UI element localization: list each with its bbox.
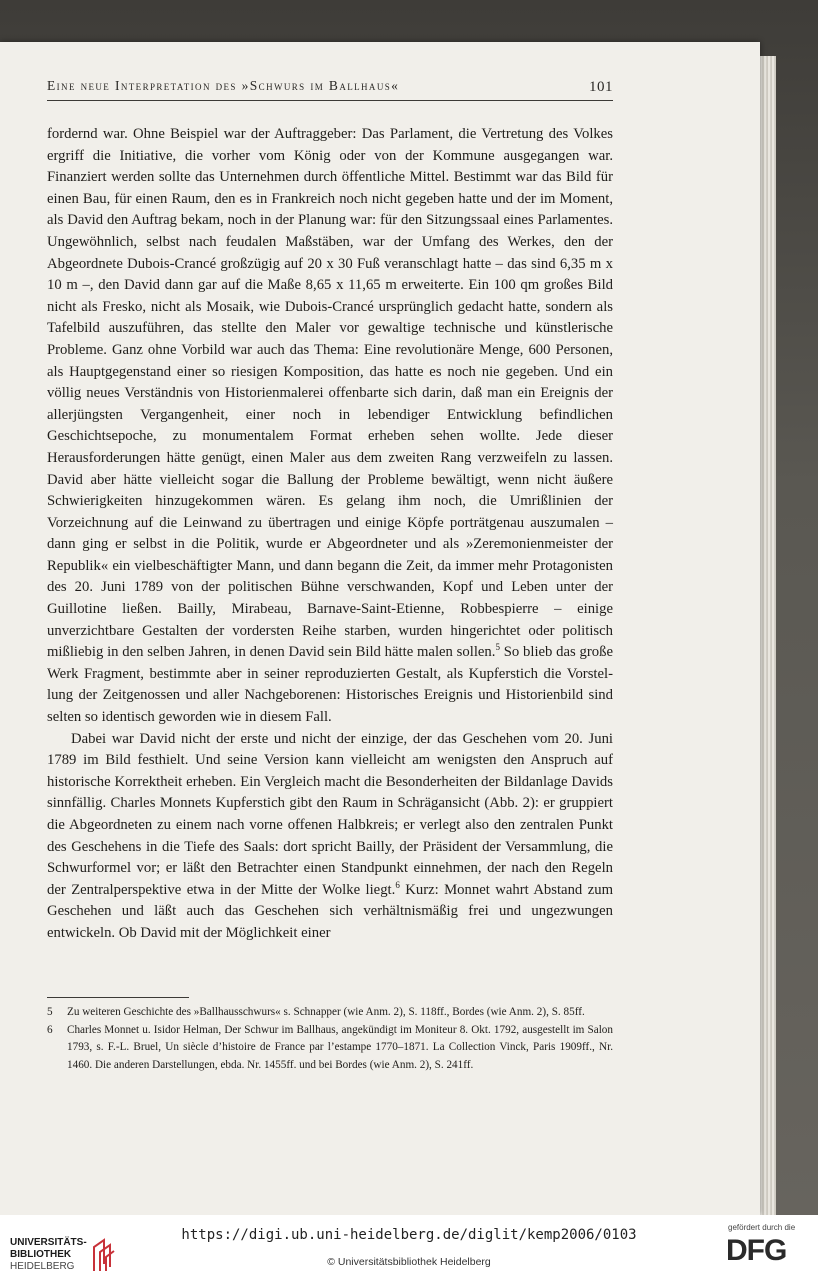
dfg-logo: DFG [726,1234,787,1267]
paragraph-text: So blieb das große Werk Fragment, bestimmte aber in seiner reproduzierten Gestalt, als Kupferstich die Vorstellung der Zeitgenossen und aller Nachgeborenen: Historisches Ereignis und Historienbild sind selten so identisch geworden wie in diesem Fall. [47,644,613,726]
page-header [47,74,613,98]
page-number: 101 [589,79,613,95]
funding-caption: gefördert durch die [728,1223,796,1232]
paragraph-1 [47,124,613,729]
footnote-number: 6 [47,1023,53,1036]
permalink-url[interactable]: https://digi.ub.uni-heidelberg.de/diglit/kemp2006/0103 [181,1227,637,1243]
footnote-number: 5 [47,1006,53,1018]
footnote [47,1004,613,1022]
footnote-ref[interactable]: 6 [395,879,400,890]
funder-block[interactable] [726,1223,812,1271]
library-name-line1: UNIVERSITÄTS- [10,1237,87,1248]
footnote-text: Charles Monnet u. Isidor Helman, Der Schwur im Ballhaus, angekündigt im Moniteur 8. Okt. 1792, ausgestellt im Salon 1793, s. F.-L. Bruel, Un siècle d’histoire de France par l’estampe 1770–1871. La Collection Vinck, Paris 1909ff., Nr. 1460. Die anderen Darstellungen, ebda. Nr. 1455ff. und bei Bordes (wie Anm. 2), S. 241ff. [67,1023,613,1071]
copyright-notice: © Universitätsbibliothek Heidelberg [327,1256,491,1268]
paragraph-text: fordernd war. Ohne Beispiel war der Auftraggeber: Das Parlament, die Vertretung des Volkes ergriff die Initiative, die vorher vom König oder von der Kommune ausgegangen war. Finanziert werden sollte das Unternehmen durch öffentliche Mittel. Bestimmt war das Bild für einen Bau, für einen Raum, den es in Frankreich noch nicht gegeben hatte und der im Moment, als David den Auftrag bekam, noch in der Planung war: für den Sitzungssaal eines Parlamentes. Ungewöhnlich, selbst nach feudalen Maßstäben, war der Umfang des Werkes, den der Abgeordnete Dubois-Crancé großzügig auf 20 x 30 Fuß veranschlagt hatte – das sind 6,35 m x 10 m –, den David dann gar auf die Maße 8,65 x 11,65 m erweiterte. Ein 100 qm großes Bild nicht als Fresko, nicht als Mosaik, wie Dubois-Crancé ursprünglich gedacht hatte, sondern als Tafelbild auszuführen, das stellte den Maler vor gewaltige technische und künstlerische Probleme. Ganz ohne Vorbild war auch das Thema: Eine revolutionäre Menge, 600 Personen, als Hauptgegenstand einer so riesigen Komposition, das hatte es noch nie gegeben. Und ein völlig neues Verständnis von Historienmalerei offenbarte sich darin, daß man ein Ereignis der allerjüngsten Vergangenheit, einer noch in lebendiger Entwicklung befindlichen Geschichtsepoche, zu monumentalem Format erheben sehen wollte. Jede dieser Herausforderungen hätte genügt, einen Maler aus dem zweiten Rang verzweifeln zu lassen. David aber hätte vielleicht sogar die Ballung der Probleme bewältigt, wenn nicht äußere Schwierigkeiten hinzugekommen wären. Es gelang ihm noch, die Umrißlinien der Vorzeichnung auf die Leinwand zu übertragen und einige Köpfe porträtgenau auszumalen – dann ging er selbst in die Politik, wurde er Abgeordneter und als »Zeremonienmeister der Republik« ein vielbeschäftigter Mann, und dann begann die Zeit, da immer mehr Protagonisten des 20. Juni 1789 von der politischen Bühne verschwanden, Kopf und Leben unter der Guillotine ließen. Bailly, Mirabeau, Barnave-Saint-Etienne, Robbespierre – einige unverzichtbare Gestalten der vordersten Reihe starben, wurden hingerichtet oder politisch mißliebig in den selben Jahren, in denen David sein Bild hätte malen sollen. [47,126,613,661]
paragraph-text: Kurz: Monnet wahrt Abstand zum Geschehen und läßt auch das Geschehen sich verhältnismäßig frei und ungezwungen entwickeln. Ob David mit der Möglichkeit einer [47,881,613,941]
paragraph-2 [47,729,613,945]
body-text [47,124,613,945]
library-name-line2: BIBLIOTHEK [10,1249,72,1260]
library-name-line3: HEIDELBERG [10,1261,75,1272]
paragraph-text: Dabei war David nicht der erste und nicht der einzige, der das Geschehen vom 20. Juni 1789 im Bild festhielt. Und seine Version kann vielleicht am wenigsten den Anspruch auf historische Korrektheit erheben. Ein Vergleich macht die Besonderheiten der Bildanlage Davids sinnfällig. Charles Monnets Kupferstich gibt den Raum in Schrägansicht (Abb. 2): er gruppiert die Abgeordneten zu einem nach vorne offenen Halbkreis; er verlegt also den zentralen Punkt des Geschehens in die Tiefe des Saals: dort spricht Bailly, der Präsident der Versammlung, die Schwurformel vor; er läßt den Betrachter einen Standpunkt einnehmen, der nach den Regeln der Zentralperspektive etwa in der Mitte der Wolke liegt. [47,730,613,898]
footnotes [47,1004,613,1074]
header-rule [47,100,613,101]
footnote-text: Zu weiteren Geschichte des »Ballhausschwurs« s. Schnapper (wie Anm. 2), S. 118ff., Bordes (wie Anm. 2), S. 85ff. [67,1006,585,1018]
footnote-ref[interactable]: 5 [495,642,500,653]
footnote [47,1022,613,1075]
footnote-rule [47,997,189,998]
running-head: Eine neue Interpretation des »Schwurs im Ballhaus« [47,78,400,93]
viewer-footer [0,1215,818,1277]
